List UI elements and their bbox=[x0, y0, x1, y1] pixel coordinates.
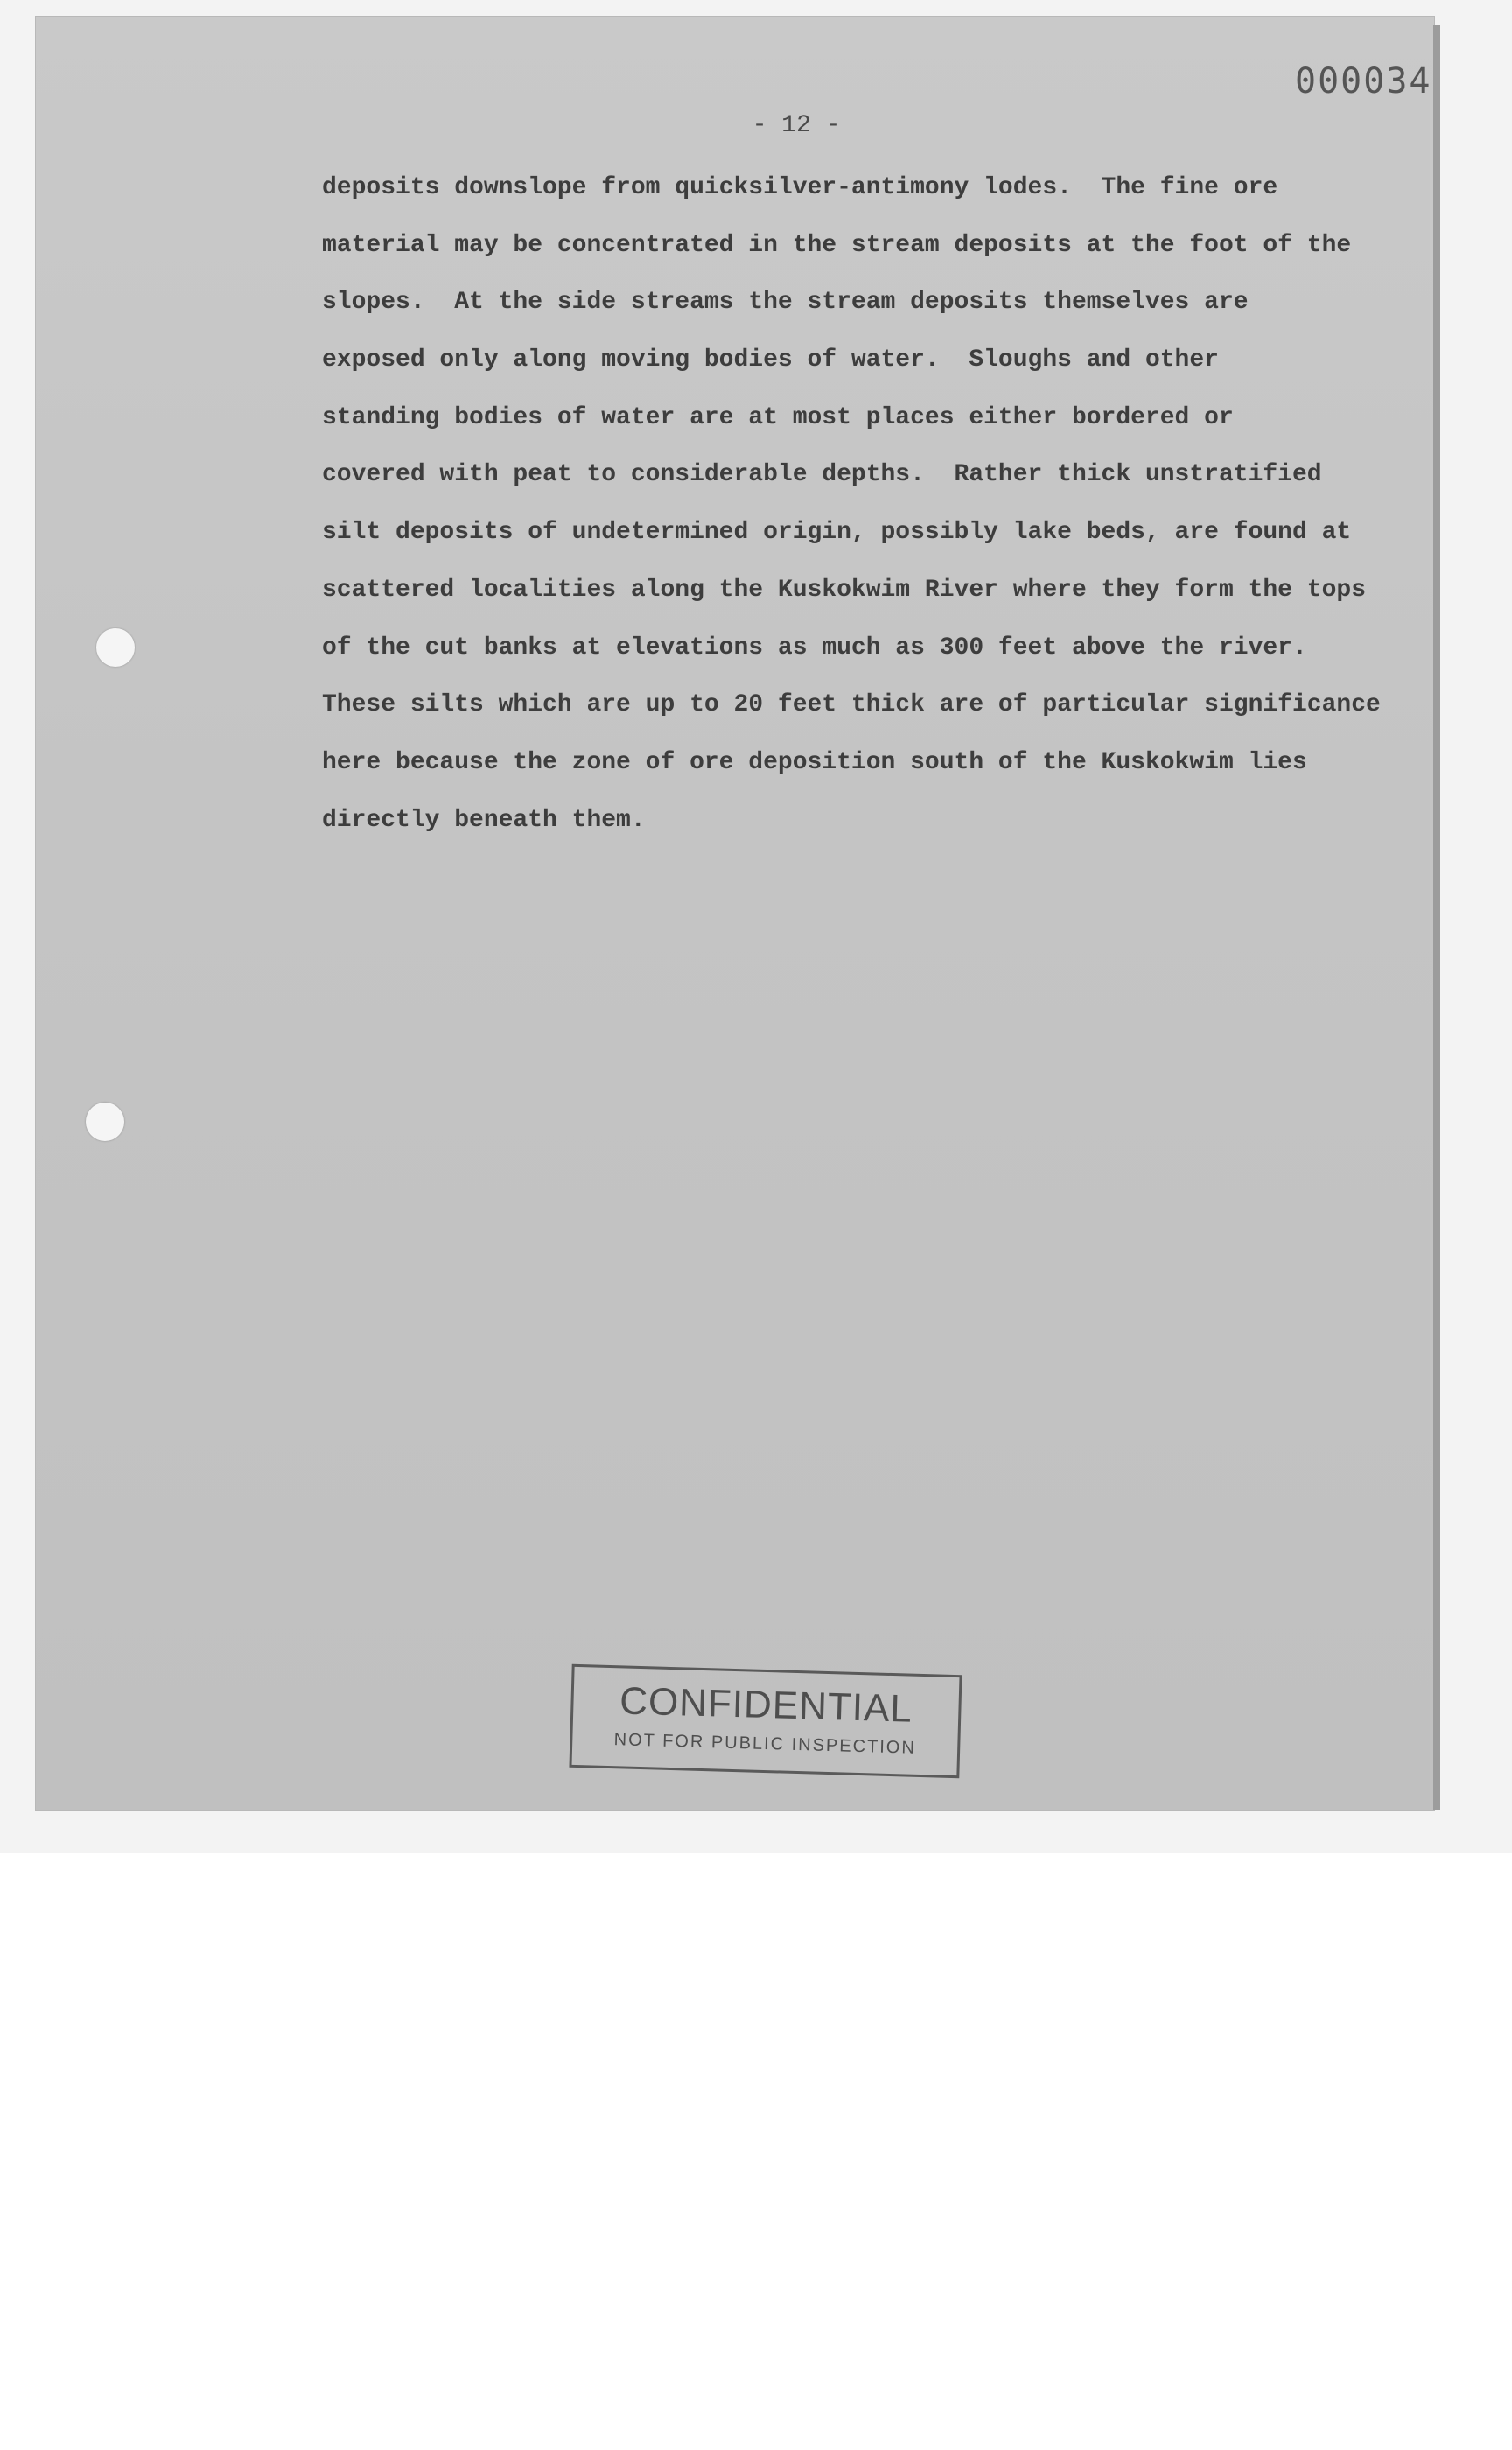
confidential-stamp bbox=[569, 1664, 962, 1778]
text-line: directly beneath them. bbox=[322, 806, 646, 834]
body-text bbox=[322, 169, 1416, 858]
text-line: deposits downslope from quicksilver-antimony lodes. The fine ore bbox=[322, 174, 1278, 201]
text-line: material may be concentrated in the stream deposits at the foot of the bbox=[322, 231, 1352, 259]
text-line: scattered localities along the Kuskokwim River where they form the tops bbox=[322, 576, 1366, 604]
stamp-title: CONFIDENTIAL bbox=[619, 1679, 914, 1731]
punch-hole-bottom bbox=[86, 1102, 124, 1141]
text-line: of the cut banks at elevations as much as 300 feet above the river. bbox=[322, 634, 1307, 662]
document-number: 000034 bbox=[1295, 61, 1432, 102]
stamp-subtitle: NOT FOR PUBLIC INSPECTION bbox=[613, 1730, 917, 1758]
page-number: - 12 - bbox=[752, 112, 841, 139]
text-line: standing bodies of water are at most places either bordered or bbox=[322, 403, 1234, 431]
text-line: These silts which are up to 20 feet thick are of particular significance bbox=[322, 691, 1381, 719]
punch-hole-top bbox=[96, 628, 135, 667]
text-line: exposed only along moving bodies of water. Sloughs and other bbox=[322, 346, 1219, 374]
text-line: silt deposits of undetermined origin, possibly lake beds, are found at bbox=[322, 519, 1352, 547]
text-line: covered with peat to considerable depths. Rather thick unstratified bbox=[322, 461, 1322, 489]
text-line: here because the zone of ore deposition south of the Kuskokwim lies bbox=[322, 748, 1307, 776]
text-line: slopes. At the side streams the stream deposits themselves are bbox=[322, 289, 1249, 317]
paper-sheet bbox=[35, 16, 1435, 1811]
